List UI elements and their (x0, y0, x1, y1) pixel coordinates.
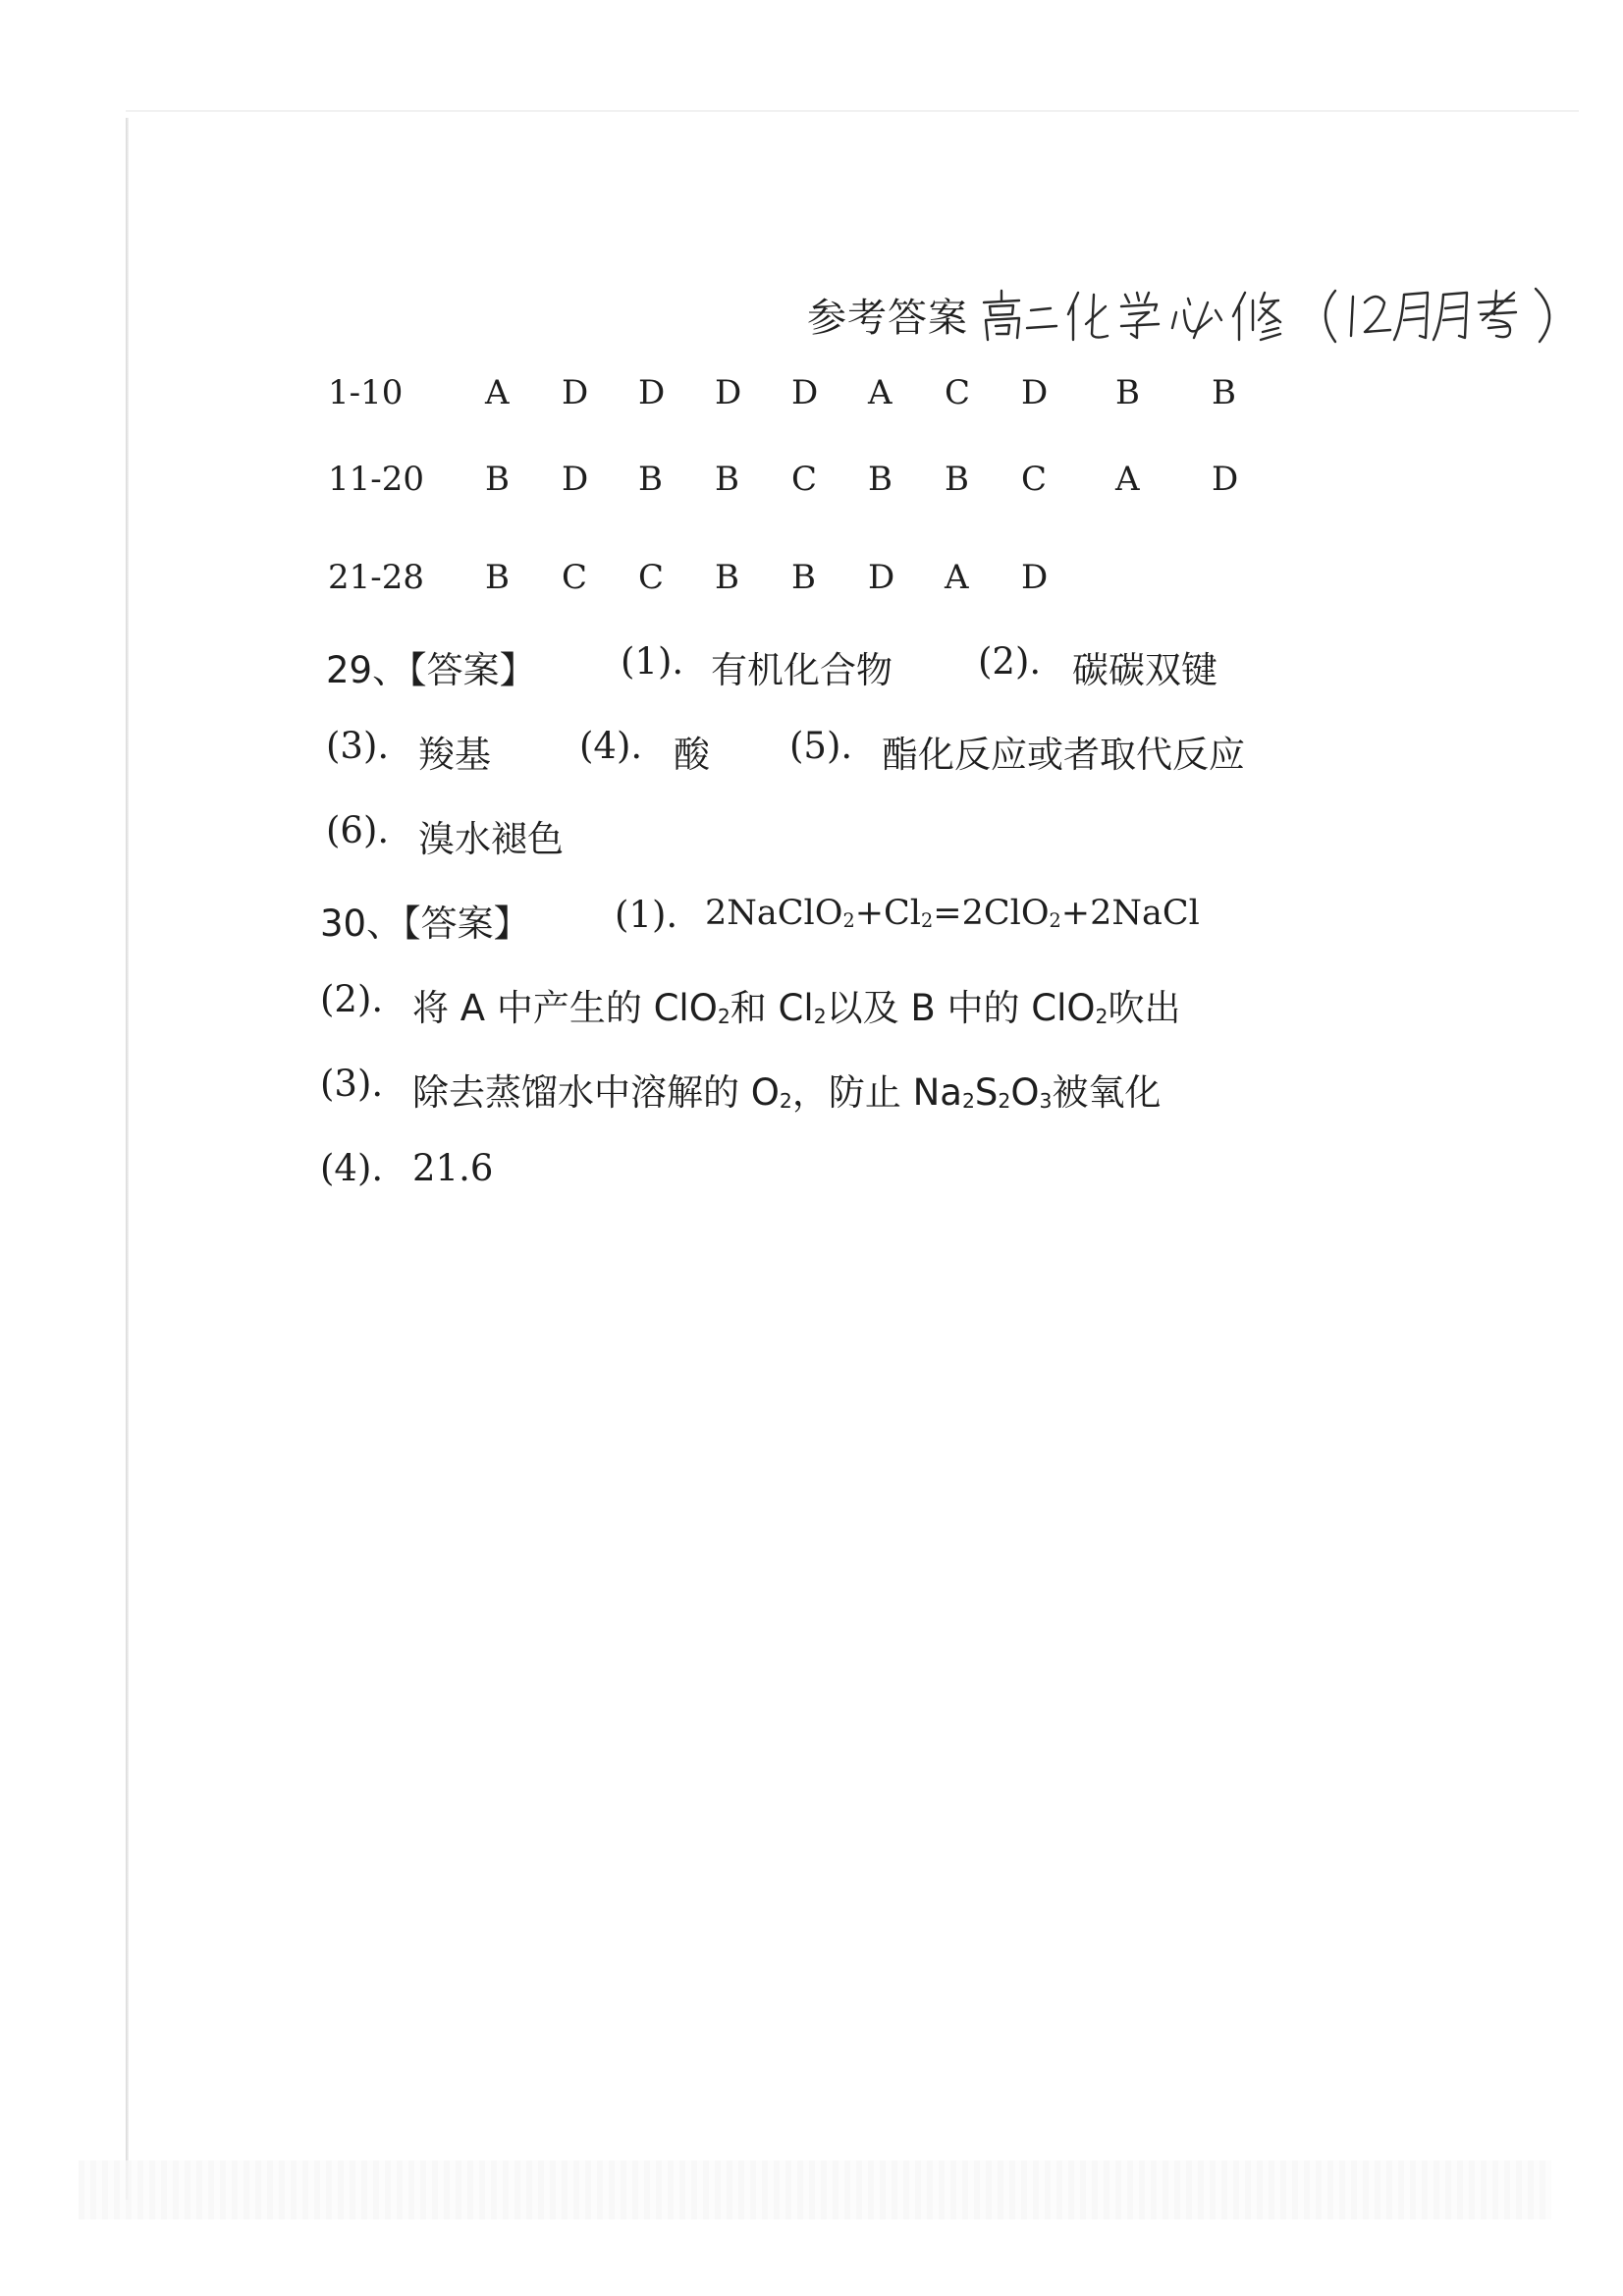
text-segment: 吹出 (1108, 987, 1181, 1029)
scan-page-edge-top (126, 110, 1579, 112)
mc-answer: D (638, 373, 666, 412)
q30-part-4-num: (4). (320, 1147, 384, 1189)
q29-part-1-num: (1). (621, 640, 684, 683)
q30-part-4-text: 21.6 (412, 1147, 494, 1189)
text-segment: O (1010, 1071, 1040, 1114)
scan-page-edge-bottom (79, 2160, 1551, 2219)
mc-answer: C (945, 373, 971, 412)
mc-range-label: 11-20 (328, 460, 425, 499)
text-segment: 将 A 中产生的 ClO (412, 987, 718, 1029)
mc-answer: B (1115, 373, 1140, 412)
mc-range-label: 21-28 (328, 558, 425, 597)
handwriting-image (980, 285, 1596, 344)
mc-answer: B (638, 460, 663, 499)
q30-part-3-num: (3). (320, 1063, 384, 1105)
mc-answer: D (715, 373, 742, 412)
document-header (807, 285, 1596, 344)
mc-answer: C (791, 460, 818, 499)
q29-part-5-text: 酯化反应或者取代反应 (882, 734, 1245, 776)
mc-row-1-10 (328, 373, 1310, 422)
q29-part-2-num: (2). (978, 640, 1042, 683)
q29-part-3-text: 羧基 (418, 734, 491, 776)
mc-answer: B (945, 460, 969, 499)
mc-answer: D (1212, 460, 1239, 499)
q30-part-1-equation (705, 894, 1200, 933)
equation-term: 2NaClO (705, 894, 843, 933)
text-segment: ，防止 Na (791, 1071, 962, 1114)
mc-answer: B (715, 460, 739, 499)
q29-label: 29、【答案】 (326, 649, 536, 691)
mc-row-21-28 (328, 558, 1310, 607)
mc-answer: D (1021, 373, 1049, 412)
subscript: 2 (921, 908, 934, 932)
q29-part-2-text: 碳碳双键 (1072, 649, 1217, 691)
mc-answer: B (715, 558, 739, 597)
subscript: 2 (842, 908, 855, 932)
mc-answer: D (1021, 558, 1049, 597)
text-segment: 以及 B 中的 ClO (826, 987, 1096, 1029)
answer-key-title: 参考答案 (807, 295, 968, 341)
mc-answer: B (485, 558, 510, 597)
q29-part-4-text: 酸 (674, 734, 710, 776)
mc-range-label: 1-10 (328, 373, 404, 412)
equation-term: +2NaCl (1060, 894, 1200, 933)
mc-answer: C (562, 558, 588, 597)
mc-answer: D (791, 373, 819, 412)
q29-part-6-num: (6). (326, 809, 390, 851)
mc-answer: B (791, 558, 816, 597)
mc-answer: B (868, 460, 893, 499)
mc-answer: B (485, 460, 510, 499)
subscript: 2 (717, 1005, 730, 1029)
mc-answer: C (638, 558, 665, 597)
text-segment: 和 Cl (730, 987, 814, 1029)
q29-part-6-text: 溴水褪色 (418, 818, 564, 860)
q30-part-2-text (412, 978, 1181, 1031)
q29-part-1-text: 有机化合物 (711, 649, 893, 691)
subscript: 2 (998, 1089, 1011, 1114)
subscript: 2 (813, 1005, 827, 1029)
q30-part-3-text (412, 1063, 1161, 1116)
mc-answer: C (1021, 460, 1048, 499)
subscript: 2 (1049, 908, 1061, 932)
text-segment: 被氧化 (1052, 1071, 1162, 1114)
text-segment: 除去蒸馏水中溶解的 O (412, 1071, 780, 1114)
mc-answer: A (868, 373, 893, 412)
handwritten-annotation (980, 285, 1596, 344)
mc-answer: D (562, 460, 589, 499)
q30-part-2-num: (2). (320, 978, 384, 1020)
subscript: 3 (1039, 1089, 1053, 1114)
q30-label: 30、【答案】 (320, 902, 530, 945)
q29-part-5-num: (5). (789, 725, 853, 767)
mc-answer: D (868, 558, 895, 597)
q30-part-1-num: (1). (615, 894, 678, 936)
equation-term: +Cl (854, 894, 921, 933)
subscript: 2 (1095, 1005, 1109, 1029)
mc-answer: A (1115, 460, 1140, 499)
equation-term: =2ClO (933, 894, 1050, 933)
mc-answer: D (562, 373, 589, 412)
q29-part-4-num: (4). (579, 725, 643, 767)
text-segment: S (974, 1071, 999, 1114)
scan-page-edge-left (126, 118, 129, 2200)
mc-answer: B (1212, 373, 1236, 412)
mc-row-11-20 (328, 460, 1310, 509)
mc-answer: A (945, 558, 969, 597)
subscript: 2 (961, 1089, 975, 1114)
q29-part-3-num: (3). (326, 725, 390, 767)
subscript: 2 (779, 1089, 792, 1114)
mc-answer: A (485, 373, 510, 412)
